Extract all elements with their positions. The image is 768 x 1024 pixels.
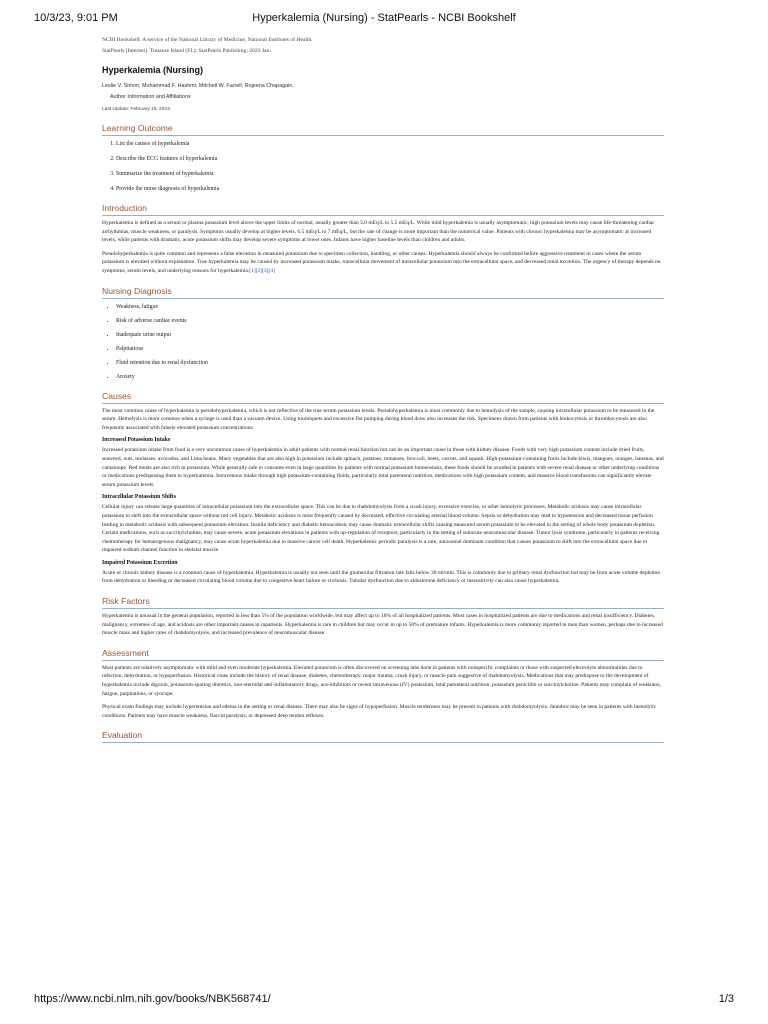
list-item: 1. List the causes of hyperkalemia	[116, 140, 664, 148]
paragraph: Physical exam findings may include hypertension and edema in the setting or renal disease. There may also be signs of hypoperfusion. Muscle tenderness may be present in patients with rhabdomyolysis. Jaundice may be seen in patients with hemolytic conditions. Patients may have muscle weakness, flaccid paralysis, or depressed deep tendon reflexes.	[102, 704, 657, 719]
page-number: 1/3	[718, 993, 734, 1005]
section-nursing-diagnosis	[102, 286, 664, 381]
article-title: Hyperkalemia (Nursing)	[102, 65, 204, 75]
subheading: Increased Potassium Intake	[102, 437, 171, 444]
section-heading: Risk Factors	[102, 596, 664, 609]
article-content	[102, 36, 664, 743]
diagnosis-list	[102, 303, 664, 381]
paragraph	[102, 250, 664, 276]
section-learning-outcome	[102, 123, 664, 193]
subheading: Impaired Potassium Excretion	[102, 559, 178, 566]
page-url[interactable]: https://www.ncbi.nlm.nih.gov/books/NBK568741/	[34, 993, 271, 1005]
section-heading: Nursing Diagnosis	[102, 286, 664, 299]
list-item: • Weakness, fatigue	[116, 303, 664, 311]
citation-line: StatPearls [Internet]. Treasure Island (FL): StatPearls Publishing; 2023 Jan-.	[102, 48, 273, 54]
author-list: Leslie V. Simon; Muhammad F. Hashmi; Mitchell W. Farrell; Rojeena Chapagain.	[102, 83, 294, 89]
paragraph: Hyperkalemia is defined as a serum or plasma potassium level above the upper limits of normal, usually greater than 5.0 mEq/L to 5.5 mEq/L. While mild hyperkalemia is usually asymptomatic, high potassium levels may cause life-threatening cardiac arrhythmias, muscle weakness, or paralysis. Symptoms usually develop at higher levels, 6.5 mEq/L to 7 mEq/L, but the rate of change is more important than the numerical value. Patients with chronic hyperkalemia may be asymptomatic at increased levels, while patients with dramatic, acute potassium shifts may develop severe symptoms at lower ones. Infants have higher baseline levels than children and adults.	[102, 220, 655, 244]
section-risk-factors	[102, 596, 664, 638]
print-header	[0, 12, 768, 28]
paragraph: Increased potassium intake from food is a very uncommon cause of hyperkalemia in adult patients with normal renal function but can be an important cause in those with kidney disease. Foods with very high potassium content include dried fruits, seaweed, nuts, molasses, avocados, and Lima beans. Many vegetables that are also high in potassium include spinach, potatoes, tomatoes, broccoli, beets, carrots, and squash. High-potassium-containing fruits include kiwis, mangoes, oranges, bananas, and cantaloupe. Red meats are also rich in potassium. While generally safe to consume even in large quantities by patients with normal potassium homeostasis, these foods should be avoided in patients with severe renal disease or other underlying conditions or medications predisposing them to hyperkalemia. Intravenous intake through high potassium-containing fluids, particularly total parenteral nutrition, medications with high potassium content, and massive blood transfusions can significantly elevate serum potassium levels.	[102, 447, 664, 488]
paragraph: Cellular injury can release large quantities of intracellular potassium into the extracellular space. This can be due to rhabdomyolysis from a crush injury, excessive exercise, or other hemolytic processes. Metabolic acidosis may cause intracellular potassium to shift into the extracellular space without red cell injury. Metabolic acidosis is most frequently caused by decreased, effective circulating arterial blood volume. Sepsis or dehydration may lead to hypotension and decreased tissue perfusion leading to metabolic acidosis with subsequent potassium elevation. Insulin deficiency and diabetic ketoacidosis may cause dramatic extracellular shifts causing measured serum potassium to be elevated in the setting of whole body potassium depletion. Certain medications, such as succinylcholine, may cause severe, acute potassium elevations in patients with up-regulation of receptors, particularly in the setting of subacute neuromuscular disease. Tumor lysis syndrome, particularly in patients receiving chemotherapy for hematogenous malignancy, may cause acute hyperkalemia due to massive cancer cell death. Hyperkalemic periodic paralysis is a rare, autosomal dominant condition that causes potassium to shift into the extracellular space due to impaired sodium channel function in skeletal muscle.	[102, 504, 660, 554]
section-causes	[102, 391, 664, 587]
section-heading: Learning Outcome	[102, 123, 664, 136]
print-date: 10/3/23, 9:01 PM	[34, 12, 118, 24]
paragraph-text: Pseudohyperkalemia is quite common and represents a false elevation in measured potassium due to specimen collection, handling, or other causes. Hyperkalemia should always be confirmed before aggressive treatment in cases where the serum potassium is elevated without explanation. True hyperkalemia may be caused by increased potassium intake, transcellular movement of intracellular potassium into the extracellular space, and decreased renal excretion. The urgency of therapy depends on symptoms, serum levels, and underlying reasons for hyperkalemia.	[102, 250, 661, 274]
section-heading: Causes	[102, 391, 664, 404]
outcome-list	[102, 140, 664, 193]
reference-links[interactable]: [1][2][3][4]	[249, 267, 275, 274]
bookshelf-line: NCBI Bookshelf. A service of the National Library of Medicine, National Institutes of Health.	[102, 37, 313, 43]
list-item: 2. Describe the ECG features of hyperkalemia	[116, 155, 664, 163]
list-item: • Fluid retention due to renal dysfunction	[116, 359, 664, 367]
paragraph: Acute or chronic kidney disease is a common cause of hyperkalemia. Hyperkalemia is usually not seen until the glomerular filtration rate falls below 30 ml/min. This is commonly due to primary renal dysfunction but may be from acute volume depletion from dehydration or bleeding or decreased circulating blood volume due to congestive heart failure or cirrhosis. Tubular dysfunction due to aldosterone deficiency or insensitivity can also cause hyperkalemia.	[102, 569, 661, 585]
section-heading: Evaluation	[102, 730, 664, 743]
print-page-title: Hyperkalemia (Nursing) - StatPearls - NCBI Bookshelf	[252, 12, 516, 24]
list-item: • Inadequate urine output	[116, 331, 664, 339]
section-heading: Introduction	[102, 203, 664, 216]
list-item: 4. Provide the nurse diagnosis of hyperkalemia	[116, 185, 664, 193]
section-introduction	[102, 203, 664, 276]
list-item: • Palpitations	[116, 345, 664, 353]
paragraph: Most patients are relatively asymptomatic with mild and even moderate hyperkalemia. Elevated potassium is often discovered on screening labs done in patients with nonspecific complaints or those with suspected electrolyte abnormalities due to infection, dehydration, or hypoperfusion. Historical clues include the history of renal disease, diabetes, chemotherapy, major trauma, crush injury, or muscle pain suggestive of rhabdomyolysis. Medications that may predispose to the development of hyperkalemia include digoxin, potassium-sparing diuretics, non-steroidal anti-inflammatory drugs, ace-inhibitors or recent intravenous (IV) potassium, total parenteral nutrition, potassium penicillin or succinylcholine. Patients may complain of weakness, fatigue, palpitations, or syncope.	[102, 664, 662, 697]
paragraph: Hyperkalemia is unusual in the general population, reported in less than 5% of the population worldwide, but may affect up to 10% of all hospitalized patients. Most cases in hospitalized patients are due to medications and renal insufficiency. Diabetes, malignancy, extremes of age, and acidosis are other important causes in inpatients. Hyperkalemia is rare in children but may occur in up to 50% of premature infants. Hyperkalemia is more commonly reported in men than women, perhaps due to increased muscle mass and higher rates of rhabdomyolysis, and increased prevalence of neuromuscular disease.	[102, 613, 663, 637]
paragraph: The most common cause of hyperkalemia is pseudohyperkalemia, which is not reflective of the true serum potassium levels. Pseudohyperkalemia is most commonly due to hemolysis of the sample, causing intracellular potassium to be measured in the serum. Hemolysis is more common when a syringe is used than a vacuum device. Using tourniquets and excessive fist pumping during blood draw also increases the risk. Specimens drawn from patients with leukocytosis or thrombocytosis are also frequently associated with falsely elevated potassium concentrations.	[102, 407, 655, 431]
section-evaluation	[102, 730, 664, 743]
list-item: • Anxiety	[116, 373, 664, 381]
affiliations-link[interactable]: Author Information and Affiliations	[110, 94, 191, 100]
section-assessment	[102, 648, 664, 721]
list-item: • Risk of adverse cardiac events	[116, 317, 664, 325]
print-footer	[0, 993, 768, 1009]
list-item: 3. Summarize the treatment of hyperkalemia	[116, 170, 664, 178]
subheading: Intracellular Potassium Shifts	[102, 494, 176, 501]
last-update: Last Update: February 19, 2023.	[102, 107, 172, 112]
section-heading: Assessment	[102, 648, 664, 661]
